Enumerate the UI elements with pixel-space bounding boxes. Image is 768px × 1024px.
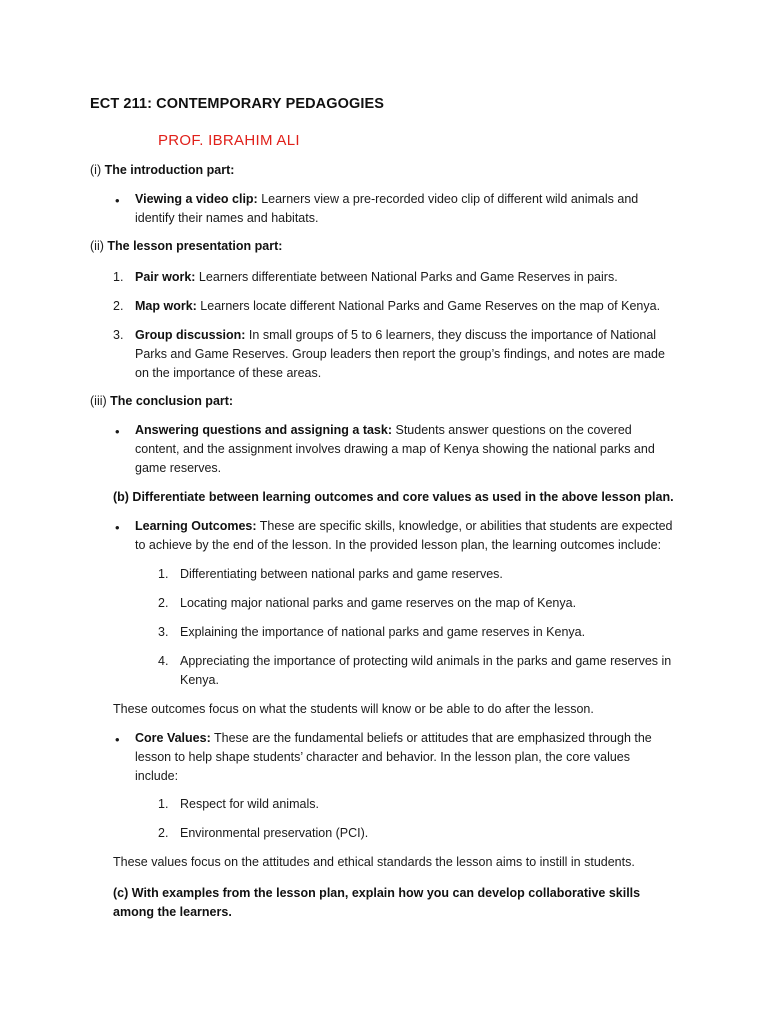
core-values-text: These are the fundamental beliefs or attitudes that are emphasized through the lesson to help shape students’ character and behavior. In the lesson plan, the core values include: <box>135 731 652 783</box>
bullet-icon: • <box>115 424 120 439</box>
document-author: PROF. IBRAHIM ALI <box>158 132 300 149</box>
item-label: Map work: <box>135 299 197 313</box>
list-number: 1. <box>158 567 169 581</box>
item-label: Pair work: <box>135 270 196 284</box>
section-i-heading <box>90 161 234 180</box>
item-label: Answering questions and assigning a task: <box>135 423 392 437</box>
item-text: In small groups of 5 to 6 learners, they discuss the importance of National Parks and Game Reserves. Group leaders then report the group’s findings, and notes are made on the importance of these areas. <box>135 328 665 380</box>
core-values-label: Core Values: <box>135 731 211 745</box>
list-number: 1. <box>113 270 124 284</box>
question-b-text: (b) Differentiate between learning outcomes and core values as used in the above lesson plan. <box>113 490 674 504</box>
question-c-text: (c) With examples from the lesson plan, explain how you can develop collaborative skills among the learners. <box>113 886 641 919</box>
section-iii-heading <box>90 392 233 411</box>
list-number: 3. <box>113 328 124 342</box>
bullet-icon: • <box>115 732 120 747</box>
bullet-icon: • <box>115 193 120 208</box>
list-item <box>135 421 675 478</box>
learning-outcomes-text: These are specific skills, knowledge, or abilities that students are expected to achieve by the end of the lesson. In the provided lesson plan, the learning outcomes include: <box>135 519 673 552</box>
core-values-paragraph <box>135 729 675 786</box>
section-ii-title: The lesson presentation part: <box>107 239 283 253</box>
list-number: 2. <box>158 596 169 610</box>
list-number: 4. <box>158 654 169 668</box>
learning-outcomes-summary: These outcomes focus on what the students will know or be able to do after the lesson. <box>113 702 594 716</box>
list-item: Differentiating between national parks and game reserves. <box>180 567 503 581</box>
section-ii-prefix: (ii) <box>90 239 104 253</box>
section-ii-heading <box>90 237 282 256</box>
list-item <box>135 268 675 287</box>
list-number: 2. <box>113 299 124 313</box>
list-item: Respect for wild animals. <box>180 797 319 811</box>
list-item <box>135 297 675 316</box>
question-c <box>113 884 673 922</box>
item-text: Students answer questions on the covered content, and the assignment involves drawing a map of Kenya showing the national parks and game reserves. <box>135 423 655 475</box>
section-iii-prefix: (iii) <box>90 394 107 408</box>
core-values-summary: These values focus on the attitudes and ethical standards the lesson aims to instill in students. <box>113 855 635 869</box>
section-iii-title: The conclusion part: <box>110 394 234 408</box>
list-item <box>135 326 675 383</box>
learning-outcomes-paragraph <box>135 517 680 555</box>
list-number: 2. <box>158 826 169 840</box>
item-label: Group discussion: <box>135 328 246 342</box>
document-title: ECT 211: CONTEMPORARY PEDAGOGIES <box>90 96 385 112</box>
section-i-prefix: (i) <box>90 163 102 177</box>
list-item: Explaining the importance of national parks and game reserves in Kenya. <box>180 625 586 639</box>
list-item: Appreciating the importance of protecting wild animals in the parks and game reserves in Kenya. <box>180 654 672 687</box>
item-text: Learners view a pre-recorded video clip of different wild animals and identify their names and habitats. <box>135 192 639 225</box>
list-number: 3. <box>158 625 169 639</box>
section-i-title: The introduction part: <box>104 163 235 177</box>
item-text: Learners locate different National Parks and Game Reserves on the map of Kenya. <box>200 299 661 313</box>
question-b <box>113 488 683 507</box>
list-number: 1. <box>158 797 169 811</box>
list-item <box>135 190 675 228</box>
list-item: Locating major national parks and game reserves on the map of Kenya. <box>180 596 577 610</box>
item-label: Viewing a video clip: <box>135 192 258 206</box>
item-text: Learners differentiate between National Parks and Game Reserves in pairs. <box>198 270 618 284</box>
bullet-icon: • <box>115 520 120 535</box>
learning-outcomes-label: Learning Outcomes: <box>135 519 257 533</box>
list-item: Environmental preservation (PCI). <box>180 826 369 840</box>
